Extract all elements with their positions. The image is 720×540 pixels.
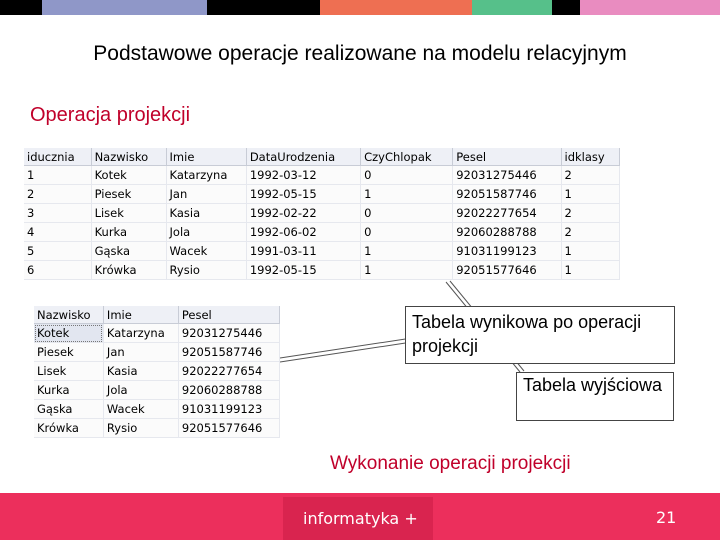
table-cell[interactable]: 92051577646 bbox=[453, 261, 561, 280]
column-header[interactable]: Nazwisko bbox=[91, 148, 166, 166]
page-number: 21 bbox=[656, 508, 677, 527]
table-cell[interactable]: 92051587746 bbox=[453, 185, 561, 204]
table-cell[interactable]: Krówka bbox=[91, 261, 166, 280]
table-cell[interactable]: Jan bbox=[103, 343, 178, 362]
table-cell[interactable]: 1 bbox=[361, 185, 453, 204]
table-cell[interactable]: Lisek bbox=[91, 204, 166, 223]
table-cell[interactable]: 2 bbox=[561, 204, 619, 223]
table-cell[interactable]: 6 bbox=[24, 261, 91, 280]
table-cell[interactable]: 1992-05-15 bbox=[246, 261, 360, 280]
table-cell[interactable]: Wacek bbox=[166, 242, 246, 261]
table-cell[interactable]: 92031275446 bbox=[178, 324, 279, 343]
table-cell[interactable]: 1 bbox=[361, 261, 453, 280]
column-header[interactable]: Imie bbox=[103, 306, 178, 324]
table-cell[interactable]: Kasia bbox=[103, 362, 178, 381]
table-cell[interactable]: Kurka bbox=[91, 223, 166, 242]
footer-text: informatyka + bbox=[303, 509, 418, 528]
table-cell[interactable]: 3 bbox=[24, 204, 91, 223]
table-cell[interactable]: 1992-03-12 bbox=[246, 166, 360, 185]
table-cell[interactable]: 4 bbox=[24, 223, 91, 242]
table-cell[interactable]: 2 bbox=[561, 166, 619, 185]
table-cell[interactable]: 0 bbox=[361, 166, 453, 185]
callout-result-label: Tabela wynikowa po operacji projekcji bbox=[412, 312, 642, 356]
table-cell[interactable]: 2 bbox=[561, 223, 619, 242]
table-cell[interactable]: Krówka bbox=[34, 419, 103, 438]
table-cell[interactable]: 92022277654 bbox=[178, 362, 279, 381]
table-cell[interactable]: 0 bbox=[361, 204, 453, 223]
column-header[interactable]: iducznia bbox=[24, 148, 91, 166]
column-header[interactable]: CzyChlopak bbox=[361, 148, 453, 166]
table-cell[interactable]: 2 bbox=[24, 185, 91, 204]
table-cell[interactable]: 92051587746 bbox=[178, 343, 279, 362]
table-cell[interactable]: 1 bbox=[561, 242, 619, 261]
table-cell[interactable]: Kasia bbox=[166, 204, 246, 223]
table-cell[interactable]: 1991-03-11 bbox=[246, 242, 360, 261]
table-cell[interactable]: Lisek bbox=[34, 362, 103, 381]
table-cell[interactable]: 1992-02-22 bbox=[246, 204, 360, 223]
table-cell[interactable]: Katarzyna bbox=[166, 166, 246, 185]
table-cell[interactable]: Kotek bbox=[91, 166, 166, 185]
connector-line bbox=[280, 338, 412, 358]
table-cell[interactable]: Jan bbox=[166, 185, 246, 204]
callout-output-label: Tabela wyjściowa bbox=[523, 375, 663, 395]
slide-subtitle: Operacja projekcji bbox=[30, 104, 191, 126]
table-cell[interactable]: 91031199123 bbox=[178, 400, 279, 419]
callout-result-table bbox=[405, 306, 675, 364]
table-cell[interactable]: 91031199123 bbox=[453, 242, 561, 261]
column-header[interactable]: Nazwisko bbox=[34, 306, 103, 324]
table-cell[interactable]: 1 bbox=[361, 242, 453, 261]
table-cell[interactable]: Jola bbox=[103, 381, 178, 400]
callout-output-table bbox=[516, 372, 674, 421]
column-header[interactable]: Pesel bbox=[453, 148, 561, 166]
table-cell[interactable]: Rysio bbox=[166, 261, 246, 280]
table-cell[interactable]: 92060288788 bbox=[453, 223, 561, 242]
table-cell[interactable]: 1 bbox=[561, 261, 619, 280]
table-cell[interactable]: 0 bbox=[361, 223, 453, 242]
table-cell[interactable]: Piesek bbox=[91, 185, 166, 204]
column-header[interactable]: Pesel bbox=[178, 306, 279, 324]
column-header[interactable]: idklasy bbox=[561, 148, 619, 166]
table-cell[interactable]: Piesek bbox=[34, 343, 103, 362]
table-cell[interactable]: 92060288788 bbox=[178, 381, 279, 400]
table-cell[interactable]: 1 bbox=[561, 185, 619, 204]
table-cell[interactable]: Gąska bbox=[34, 400, 103, 419]
slide-title: Podstawowe operacje realizowane na modelu relacyjnym bbox=[93, 42, 627, 65]
table-cell[interactable]: 92051577646 bbox=[178, 419, 279, 438]
table-cell[interactable]: Wacek bbox=[103, 400, 178, 419]
table-cell[interactable]: Katarzyna bbox=[103, 324, 178, 343]
table-cell[interactable]: Gąska bbox=[91, 242, 166, 261]
column-header[interactable]: Imie bbox=[166, 148, 246, 166]
table-cell[interactable]: 92022277654 bbox=[453, 204, 561, 223]
connector-line bbox=[280, 342, 412, 362]
table-cell[interactable]: Kurka bbox=[34, 381, 103, 400]
table-cell[interactable]: Kotek bbox=[34, 324, 103, 343]
column-header[interactable]: DataUrodzenia bbox=[246, 148, 360, 166]
execution-label: Wykonanie operacji projekcji bbox=[330, 453, 571, 474]
table-cell[interactable]: 1 bbox=[24, 166, 91, 185]
table-cell[interactable]: 1992-06-02 bbox=[246, 223, 360, 242]
table-cell[interactable]: Jola bbox=[166, 223, 246, 242]
table-cell[interactable]: 5 bbox=[24, 242, 91, 261]
table-cell[interactable]: 1992-05-15 bbox=[246, 185, 360, 204]
table-cell[interactable]: Rysio bbox=[103, 419, 178, 438]
table-cell[interactable]: 92031275446 bbox=[453, 166, 561, 185]
